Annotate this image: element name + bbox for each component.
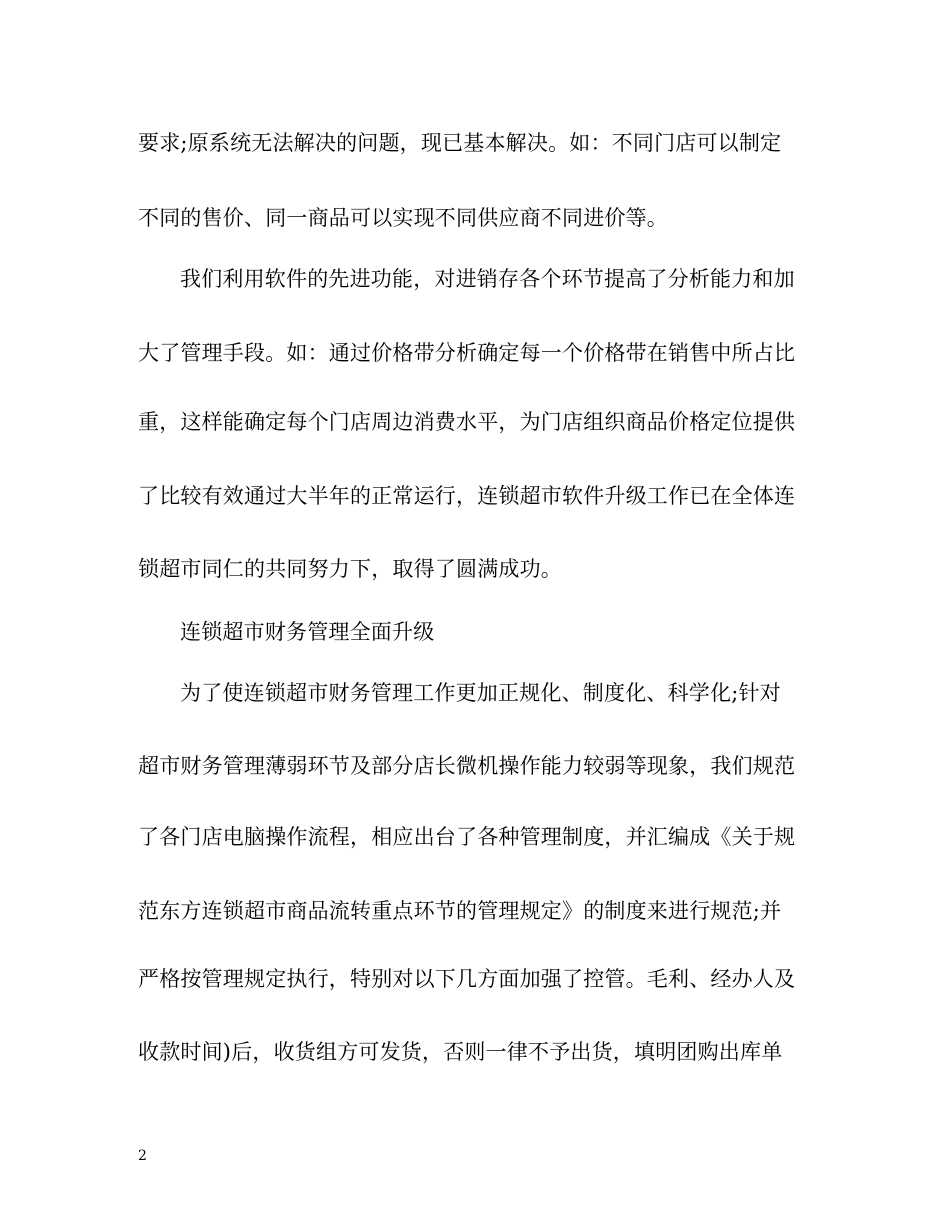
paragraph-first-line: 为了使连锁超市财务管理工作更加正规化、制度化、科学化;针对 [180, 681, 781, 705]
text-line: 了各门店电脑操作流程，相应出台了各种管理制度，并汇编成《关于规 [138, 825, 796, 849]
text-line: 收款时间)后，收货组方可发货，否则一律不予出货，填明团购出库单 [138, 1040, 783, 1064]
paragraph-first-line: 我们利用软件的先进功能，对进销存各个环节提高了分析能力和加 [180, 267, 795, 291]
text-line: 范东方连锁超市商品流转重点环节的管理规定》的制度来进行规范;并 [138, 899, 782, 923]
text-line: 超市财务管理薄弱环节及部分店长微机操作能力较弱等现象，我们规范 [138, 754, 796, 778]
page-number: 2 [138, 1148, 147, 1164]
text-line: 不同的售价、同一商品可以实现不同供应商不同进价等。 [138, 206, 668, 230]
text-line: 严格按管理规定执行，特别对以下几方面加强了控管。毛利、经办人及 [138, 967, 796, 991]
text-line: 大了管理手段。如：通过价格带分析确定每一个价格带在销售中所占比 [138, 341, 796, 365]
text-line: 要求;原系统无法解决的问题，现已基本解决。如：不同门店可以制定 [138, 131, 782, 155]
text-line: 了比较有效通过大半年的正常运行，连锁超市软件升级工作已在全体连 [138, 484, 796, 508]
text-line: 锁超市同仁的共同努力下，取得了圆满成功。 [138, 557, 562, 581]
section-heading: 连锁超市财务管理全面升级 [180, 620, 435, 644]
text-line: 重，这样能确定每个门店周边消费水平，为门店组织商品价格定位提供 [138, 410, 796, 434]
